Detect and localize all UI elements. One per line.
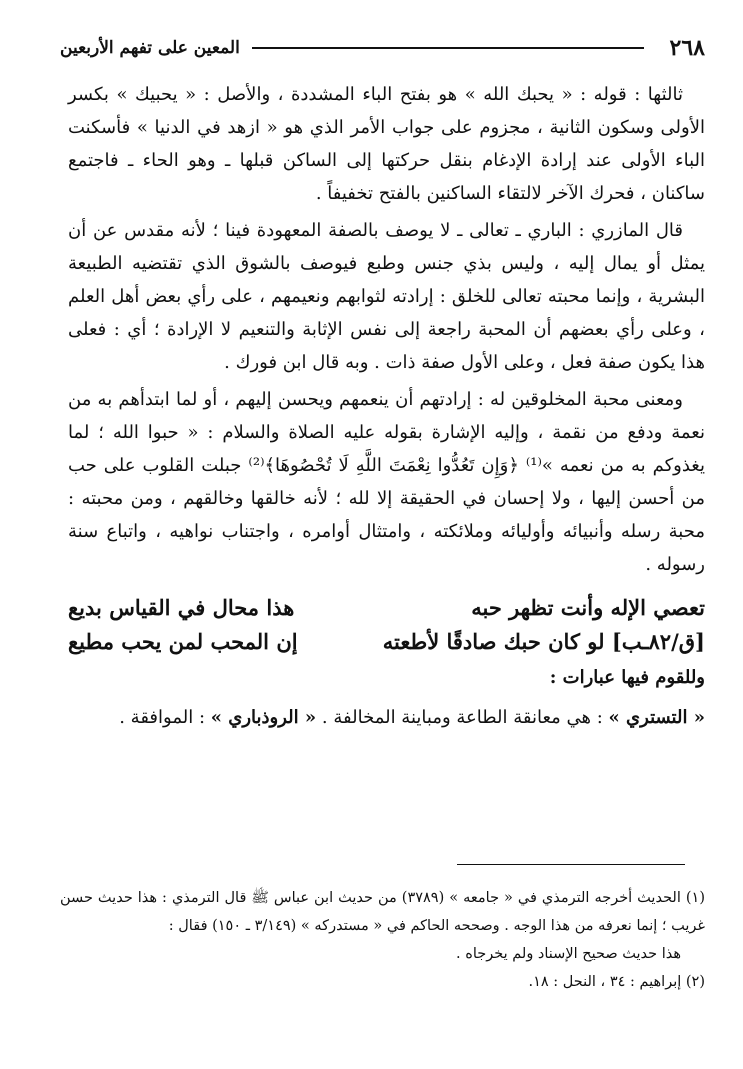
saying-author-1: « التستري » — [608, 707, 705, 728]
running-title: المعين على تفهم الأربعين — [60, 38, 240, 58]
sayings-line — [68, 701, 705, 735]
verse-2-second-hemistich: إن المحب لمن يحب مطيع — [68, 629, 298, 654]
header-rule — [252, 47, 644, 49]
footnote-separator — [457, 864, 685, 865]
saying-text-1: : هي معانقة الطاعة ومباينة المخالفة . — [316, 707, 609, 728]
footnote-2: (٢) إبراهيم : ٣٤ ، النحل : ١٨. — [528, 974, 705, 990]
lead-sentence: وللقوم فيها عبارات : — [549, 667, 705, 688]
page-number: ٢٦٨ — [669, 35, 705, 61]
poetry-verse — [68, 591, 705, 659]
paragraph-2: قال المازري : الباري ـ تعالى ـ لا يوصف بالصفة المعهودة فينا ؛ لأنه مقدس عن أن يمثل أو يمال إليه ، وليس بذي جنس وطبع فيوصف بالشوق الذي تقتضيه الطبيعة البشرية ، وإنما محبته تعالى للخلق : إرادته لثوابهم ونعيمهم ، على رأي بعض أهل العلم ، وعلى رأي بعضهم أن المحبة راجعة إلى نفس الإثابة والتنعيم لا الإرادة ؛ أي : فعلى هذا يكون صفة فعل ، وعلى الأول صفة ذات . وبه قال ابن فورك . — [68, 220, 705, 373]
paragraph-3: ومعنى محبة المخلوقين له : إرادتهم أن ينعمهم ويحسن إليهم ، أو لما ابتدأهم به من نعمة ودفع من نقمة ، وإليه الإشارة بقوله عليه الصلاة والسلام : « حبوا الله ؛ لما يغذوكم به من نعمه »⁽¹⁾ ﴿وَإِن تَعُدُّوا نِعْمَتَ اللَّهِ لَا تُحْصُوهَا﴾⁽²⁾ جبلت القلوب على حب من أحسن إليها ، ولا إحسان في الحقيقة إلا لله ؛ لأنه خالقها وخالقهم ، ومن محبته : محبة رسله وأنبيائه وأوليائه وملائكته ، وامتثال أوامره ، واجتناب نواهيه ، واتباع سنة رسوله . — [68, 389, 705, 575]
footnote-1-continuation: هذا حديث صحيح الإسناد ولم يخرجاه . — [456, 946, 681, 962]
saying-text-2: : الموافقة . — [119, 707, 211, 728]
verse-1-first-hemistich: تعصي الإله وأنت تظهر حبه — [471, 595, 705, 620]
saying-author-2: « الروذباري » — [210, 707, 317, 728]
verse-1-second-hemistich: هذا محال في القياس بديع — [68, 595, 295, 620]
page-body — [68, 78, 705, 735]
verse-line-1 — [68, 591, 705, 625]
footnote-1: (١) الحديث أخرجه الترمذي في « جامعه » (٣٧٨٩) من حديث ابن عباس ﷺ قال الترمذي : هذا حديث حسن غريب ؛ إنما نعرفه من هذا الوجه . وصححه الحاكم في « مستدركه » (٣/١٤٩ ـ ١٥٠) فقال : — [60, 890, 705, 934]
verse-2-first-hemistich: [ق/٨٢ـب] لو كان حبك صادقًا لأطعته — [382, 629, 705, 654]
page-header — [60, 30, 705, 66]
paragraph-1: ثالثها : قوله : « يحبك الله » هو بفتح الباء المشددة ، والأصل : « يحبيك » بكسر الأولى وسكون الثانية ، مجزوم على جواب الأمر الذي هو « ازهد في الدنيا » فأسكنت الباء الأولى عند إرادة الإدغام بنقل حركتها إلى الساكن قبلها ـ وهو الحاء ـ فاجتمع ساكنان ، فحرك الآخر لالتقاء الساكنين بالفتح تخفيفاً . — [68, 84, 705, 204]
footnotes — [60, 884, 705, 996]
verse-line-2 — [68, 625, 705, 659]
